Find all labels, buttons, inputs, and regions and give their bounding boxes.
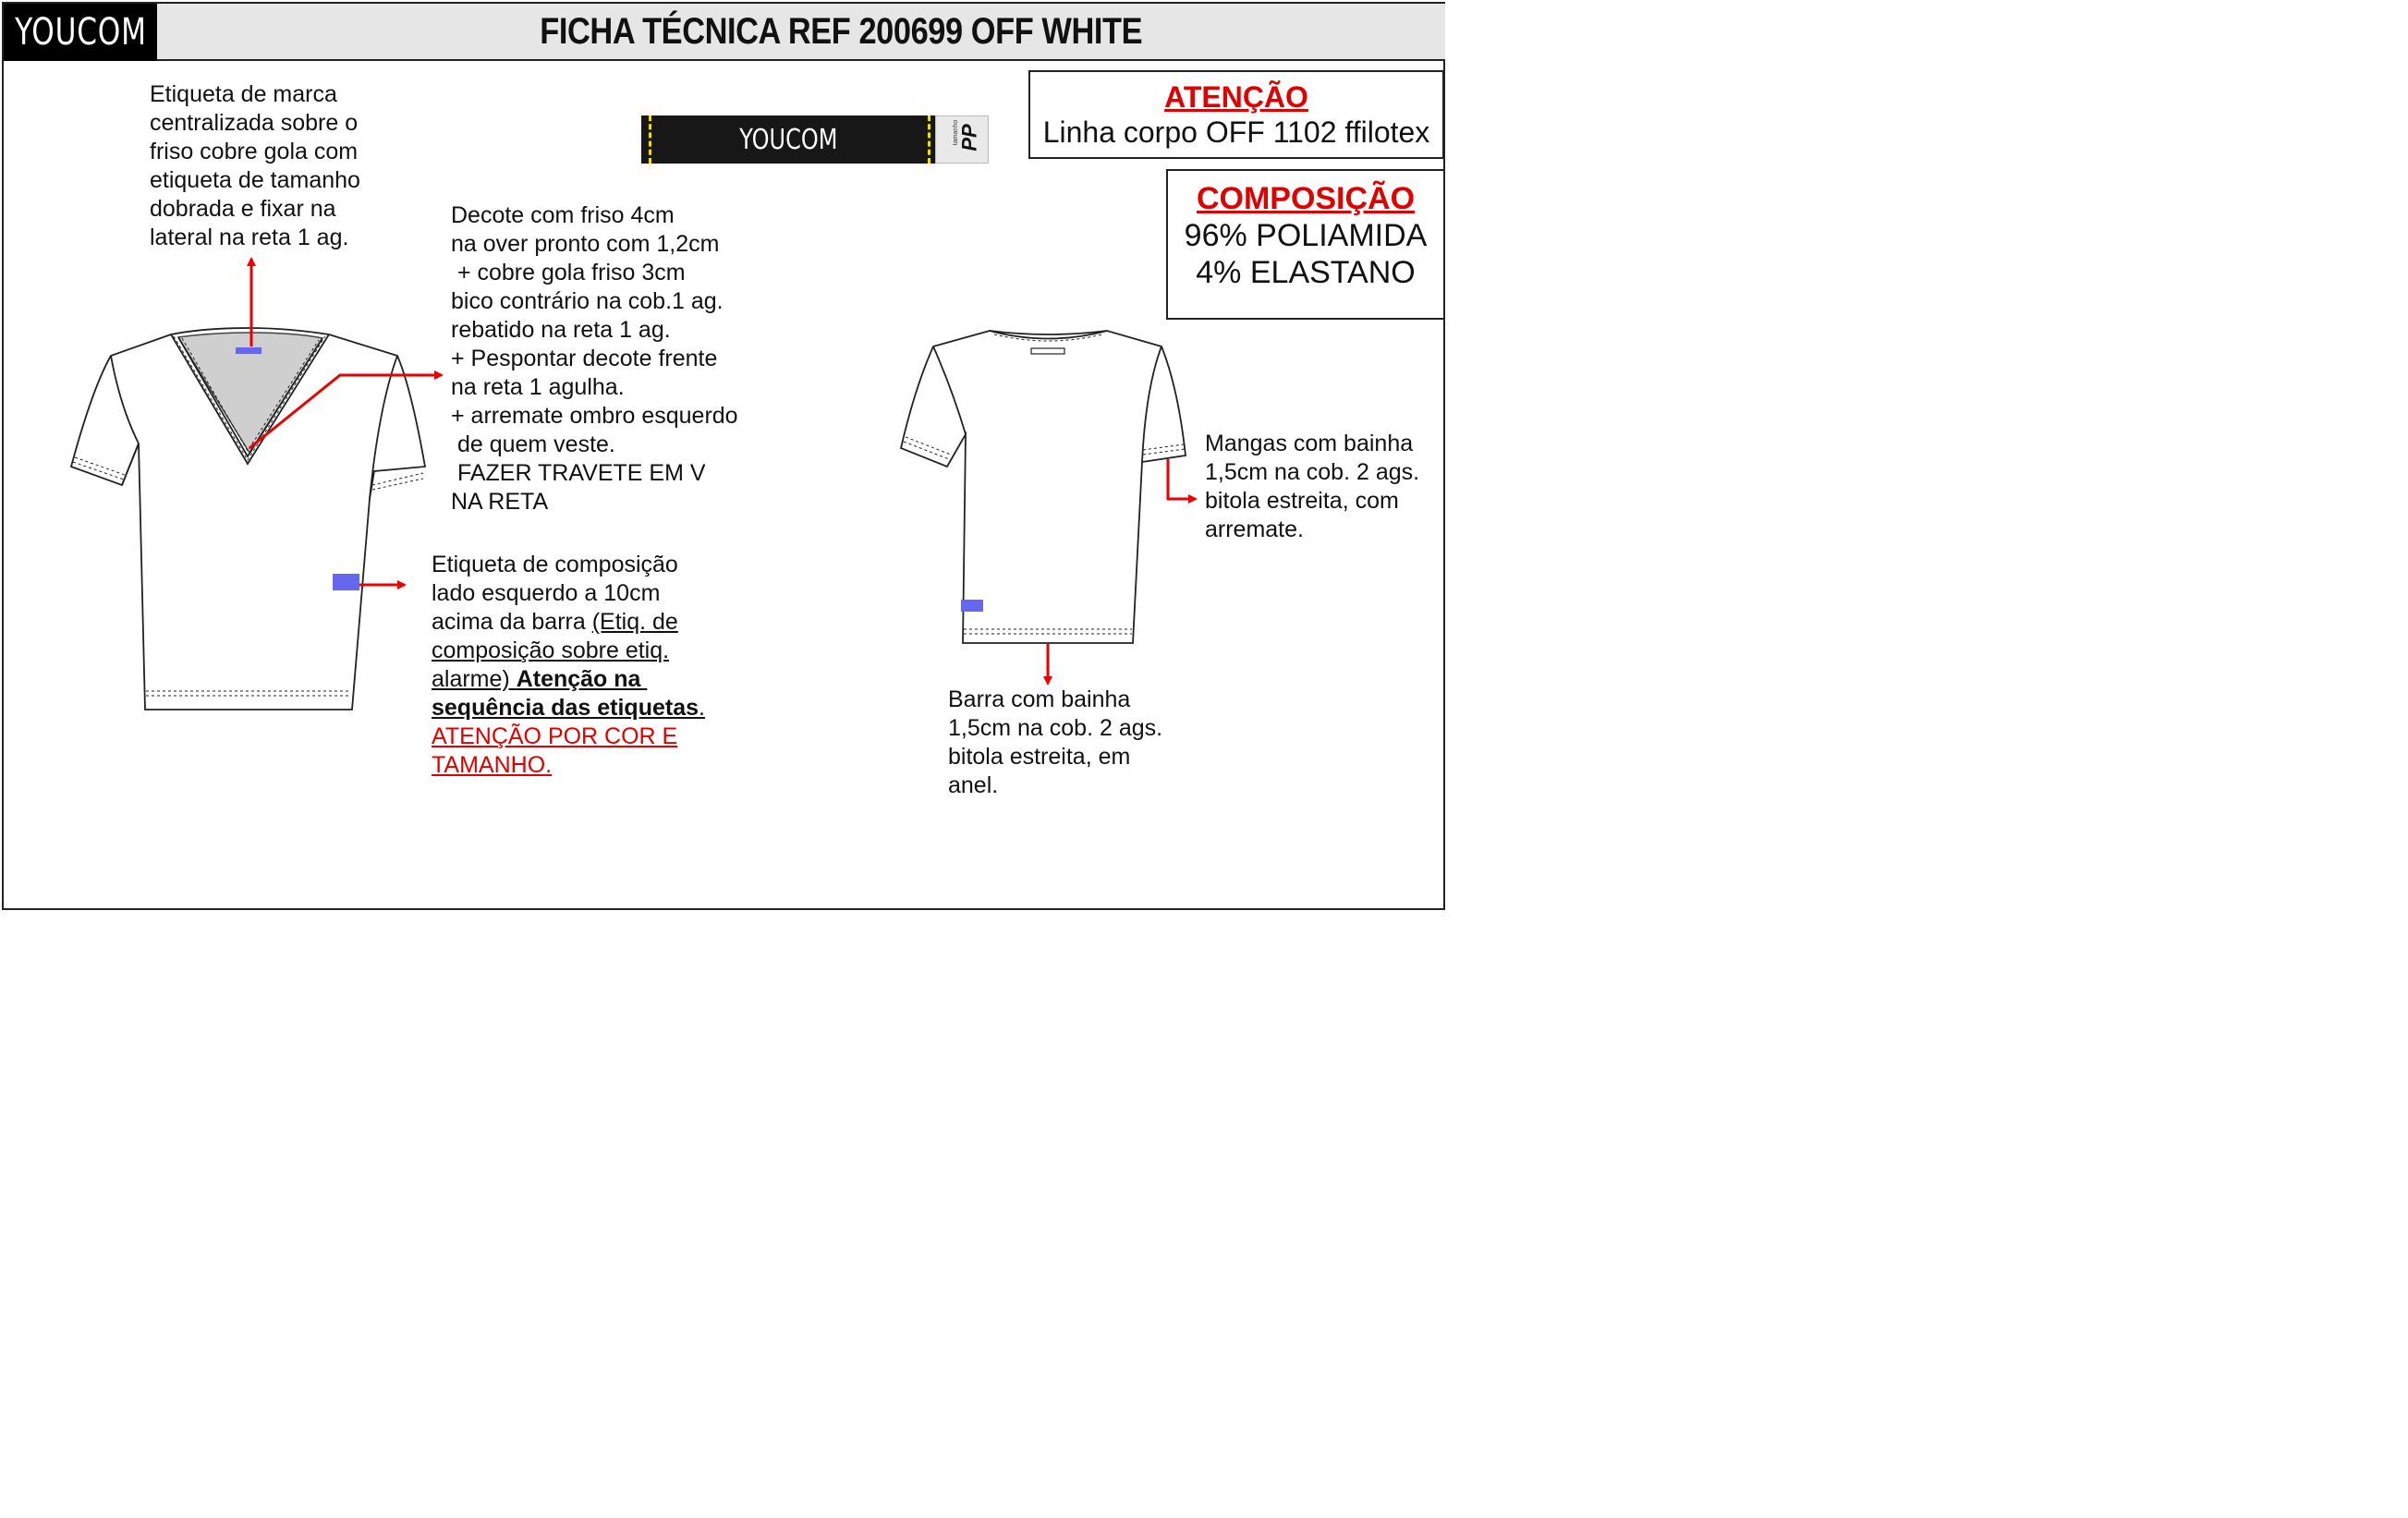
comp-note-line-3a: acima da barra [432, 609, 592, 635]
page-title: FICHA TÉCNICA REF 200699 OFF WHITE [540, 11, 1143, 52]
comp-note-line-8b: . [545, 752, 553, 778]
size-value: PP [957, 124, 981, 152]
comp-note-line-8a: TAMANHO [432, 752, 546, 778]
comp-note-line-5a: alarme) [432, 666, 517, 692]
composition-line-1: 96% POLIAMIDA [1184, 218, 1428, 253]
comp-note-line-6b: . [699, 695, 705, 721]
size-caption: tamanho [953, 119, 960, 146]
note-brand-label: Etiqueta de marca centralizada sobre o friso cobre gola com etiqueta de tamanho dobrada e fixar na lateral na reta 1 ag. [150, 81, 360, 250]
front-tshirt-drawing [71, 328, 425, 710]
back-tshirt-drawing [901, 331, 1186, 643]
comp-note-line-3b: (Etiq. de [591, 609, 678, 635]
label-strip-brand: YOUCOM [738, 123, 838, 156]
comp-note-line-5b: Atenção na [516, 666, 648, 692]
note-hem: Barra com bainha 1,5cm na cob. 2 ags. bitola estreita, em anel. [948, 686, 1163, 798]
attention-heading: ATENÇÃO [1164, 80, 1308, 114]
composition-line-2: 4% ELASTANO [1196, 255, 1416, 290]
back-composition-label-marker [961, 600, 983, 612]
composition-label-marker [333, 574, 359, 590]
brand-label-marker [236, 347, 261, 354]
comp-note-line-7: ATENÇÃO POR COR E [432, 723, 678, 749]
comp-note-line-4: composição sobre etiq. [432, 638, 670, 663]
comp-note-line-1: Etiqueta de composição [432, 552, 678, 577]
technical-drawings [0, 0, 1449, 914]
brand-logo-text: YOUCOM [14, 11, 147, 54]
note-sleeves: Mangas com bainha 1,5cm na cob. 2 ags. bitola estreita, com arremate. [1205, 431, 1420, 542]
comp-note-line-2: lado esquerdo a 10cm [432, 580, 661, 606]
arrow-sleeves [1168, 459, 1196, 499]
comp-note-line-6a: sequência das etiquetas [432, 695, 699, 721]
note-neckline: Decote com friso 4cm na over pronto com 1,2cm + cobre gola friso 3cm bico contrário na cob.1 ag. rebatido na reta 1 ag. + Pespontar decote frente na reta 1 agulha. + arremate ombro esquerdo de quem veste. FAZER TRAVETE EM V NA RETA [451, 202, 738, 515]
composition-heading: COMPOSIÇÃO [1196, 181, 1416, 216]
attention-text: Linha corpo OFF 1102 ffilotex [1042, 115, 1430, 149]
